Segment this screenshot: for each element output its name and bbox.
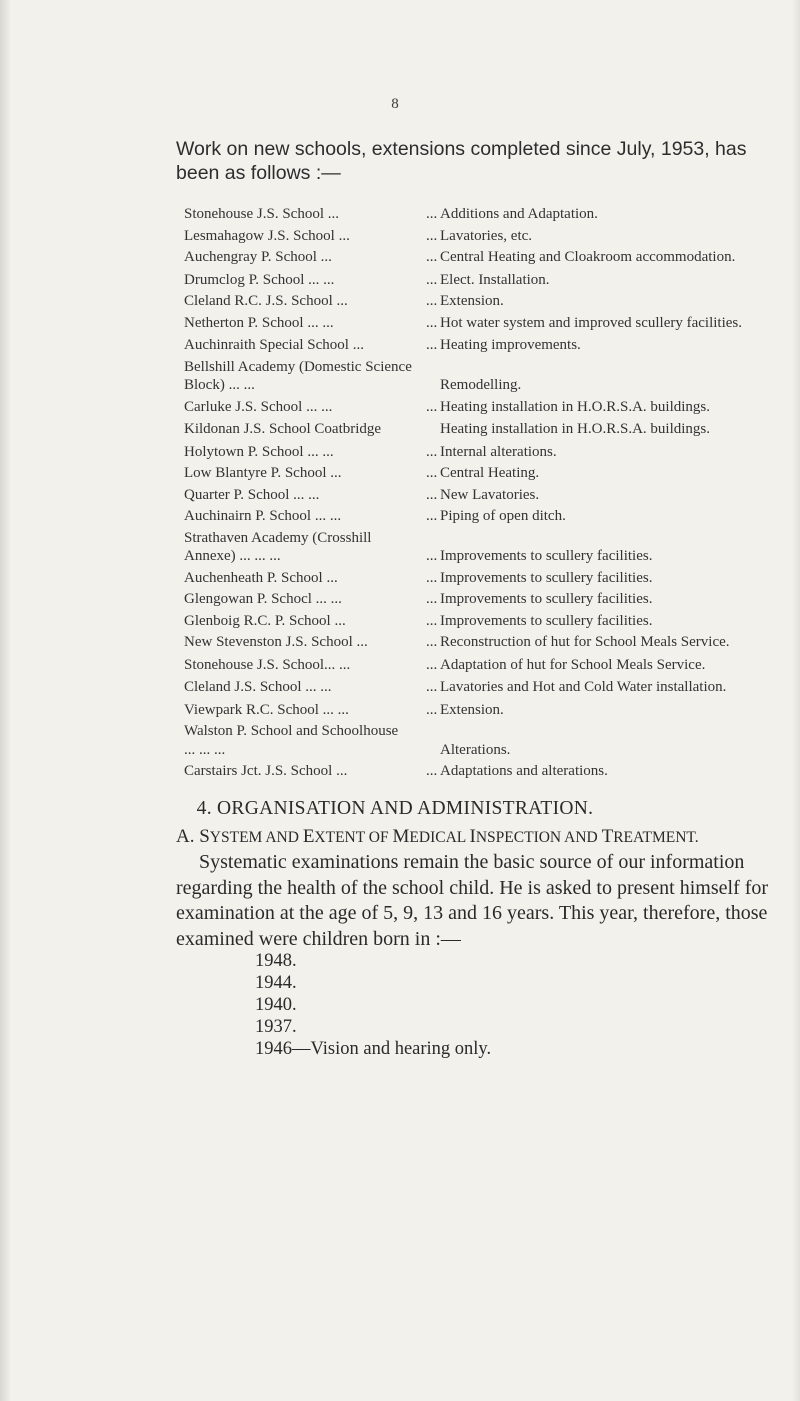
- page-edge-shadow: [0, 0, 10, 1401]
- works-row: [184, 464, 784, 483]
- work-description: ... Adaptation of hut for School Meals Service.: [426, 656, 706, 673]
- school-name: Holytown P. School ... ...: [184, 443, 334, 460]
- year-item: 1944.: [255, 973, 297, 993]
- work-description: ... Additions and Adaptation.: [426, 206, 598, 222]
- works-list: [184, 205, 784, 784]
- works-row: [184, 656, 784, 675]
- body-paragraph: Systematic examinations remain the basic source of our information regarding the health of the school child. He is asked to present himself for examination at the age of 5, 9, 13 and 16 years. This year, therefore, those examined were children born in :—: [176, 851, 769, 950]
- intro-paragraph: Work on new schools, extensions completed since July, 1953, has been as follows :—: [176, 138, 747, 184]
- works-row: [184, 569, 784, 588]
- school-name: Kildonan J.S. School Coatbridge: [184, 421, 382, 437]
- year-item: 1946—Vision and hearing only.: [255, 1039, 492, 1059]
- works-row: [184, 292, 784, 311]
- works-row: [184, 443, 784, 462]
- school-name: New Stevenston J.S. School ...: [184, 634, 368, 650]
- school-name: Auchinairn P. School ... ...: [184, 508, 342, 524]
- school-name: Low Blantyre P. School ...: [184, 465, 342, 481]
- work-description: ... Extension.: [426, 293, 504, 309]
- school-name: Lesmahagow J.S. School ...: [184, 227, 350, 244]
- work-description: ... Piping of open ditch.: [426, 508, 566, 524]
- works-row: [184, 612, 784, 631]
- work-description: ... Improvements to scullery facilities.: [426, 569, 653, 586]
- work-description: ... Hot water system and improved scullery facilities.: [426, 314, 742, 331]
- works-row: [184, 358, 784, 395]
- school-name: Stonehouse J.S. School ...: [184, 206, 340, 222]
- section-heading: 4. ORGANISATION AND ADMINISTRATION.: [196, 798, 594, 819]
- works-row: [184, 507, 784, 526]
- work-description: ... Reconstruction of hut for School Meals Service.: [426, 634, 730, 650]
- school-name: Cleland R.C. J.S. School ...: [184, 293, 348, 309]
- school-name: Cleland J.S. School ... ...: [184, 679, 332, 695]
- year-item: 1948.: [255, 951, 297, 971]
- works-row: [184, 314, 784, 333]
- year-item: 1937.: [255, 1017, 297, 1037]
- years-list: [255, 950, 755, 1060]
- works-row: [184, 678, 784, 697]
- works-row: [184, 398, 784, 417]
- school-name: Stonehouse J.S. School... ...: [184, 656, 351, 673]
- school-name: Auchengray P. School ...: [184, 249, 332, 265]
- works-row: [184, 227, 784, 246]
- page-number: 8: [391, 96, 399, 112]
- work-description: Alterations.: [440, 741, 511, 758]
- work-description: ... Improvements to scullery facilities.: [426, 548, 653, 564]
- school-name: Auchinraith Special School ...: [184, 337, 364, 353]
- work-description: ... Heating improvements.: [426, 337, 581, 353]
- work-description: ... Improvements to scullery facilities.: [426, 612, 653, 629]
- school-name: Bellshill Academy (Domestic Science Block) ... ...: [184, 358, 412, 393]
- works-row: [184, 590, 784, 609]
- school-name: Carstairs Jct. J.S. School ...: [184, 763, 348, 779]
- school-name: Carluke J.S. School ... ...: [184, 398, 333, 415]
- works-row: [184, 762, 784, 781]
- works-row: [184, 486, 784, 505]
- school-name: Glenboig R.C. P. School ...: [184, 612, 346, 629]
- school-name: Drumclog P. School ... ...: [184, 271, 335, 288]
- work-description: ... Central Heating and Cloakroom accommodation.: [426, 249, 736, 265]
- works-row: [184, 336, 784, 355]
- works-row: [184, 248, 784, 267]
- work-description: ... Improvements to scullery facilities.: [426, 591, 653, 607]
- school-name: Auchenheath P. School ...: [184, 569, 338, 586]
- work-description: ... Elect. Installation.: [426, 271, 550, 288]
- works-row: [184, 633, 784, 652]
- year-item: 1940.: [255, 995, 297, 1015]
- works-row: [184, 701, 784, 720]
- works-row: [184, 420, 784, 439]
- school-name: Strathaven Academy (Crosshill Annexe) ... ... ...: [184, 529, 372, 564]
- school-name: Quarter P. School ... ...: [184, 486, 320, 503]
- work-description: Heating installation in H.O.R.S.A. buildings.: [440, 421, 710, 437]
- work-description: Remodelling.: [440, 377, 522, 393]
- work-description: ... Lavatories and Hot and Cold Water installation.: [426, 679, 727, 695]
- work-description: ... Lavatories, etc.: [426, 227, 533, 244]
- works-row: [184, 722, 784, 759]
- school-name: Glengowan P. Schocl ... ...: [184, 591, 342, 607]
- school-name: Netherton P. School ... ...: [184, 314, 334, 331]
- work-description: ... New Lavatories.: [426, 486, 540, 503]
- work-description: ... Extension.: [426, 701, 504, 718]
- work-description: ... Internal alterations.: [426, 443, 557, 460]
- school-name: Walston P. School and Schoolhouse ... ... ...: [184, 723, 399, 758]
- works-row: [184, 205, 784, 224]
- work-description: ... Heating installation in H.O.R.S.A. buildings.: [426, 398, 710, 415]
- subsection-heading: A. SYSTEM AND EXTENT OF MEDICAL INSPECTION AND TREATMENT.: [176, 826, 699, 847]
- work-description: ... Central Heating.: [426, 465, 540, 481]
- work-description: ... Adaptations and alterations.: [426, 763, 608, 779]
- school-name: Viewpark R.C. School ... ...: [184, 701, 349, 718]
- works-row: [184, 529, 784, 566]
- works-row: [184, 271, 784, 290]
